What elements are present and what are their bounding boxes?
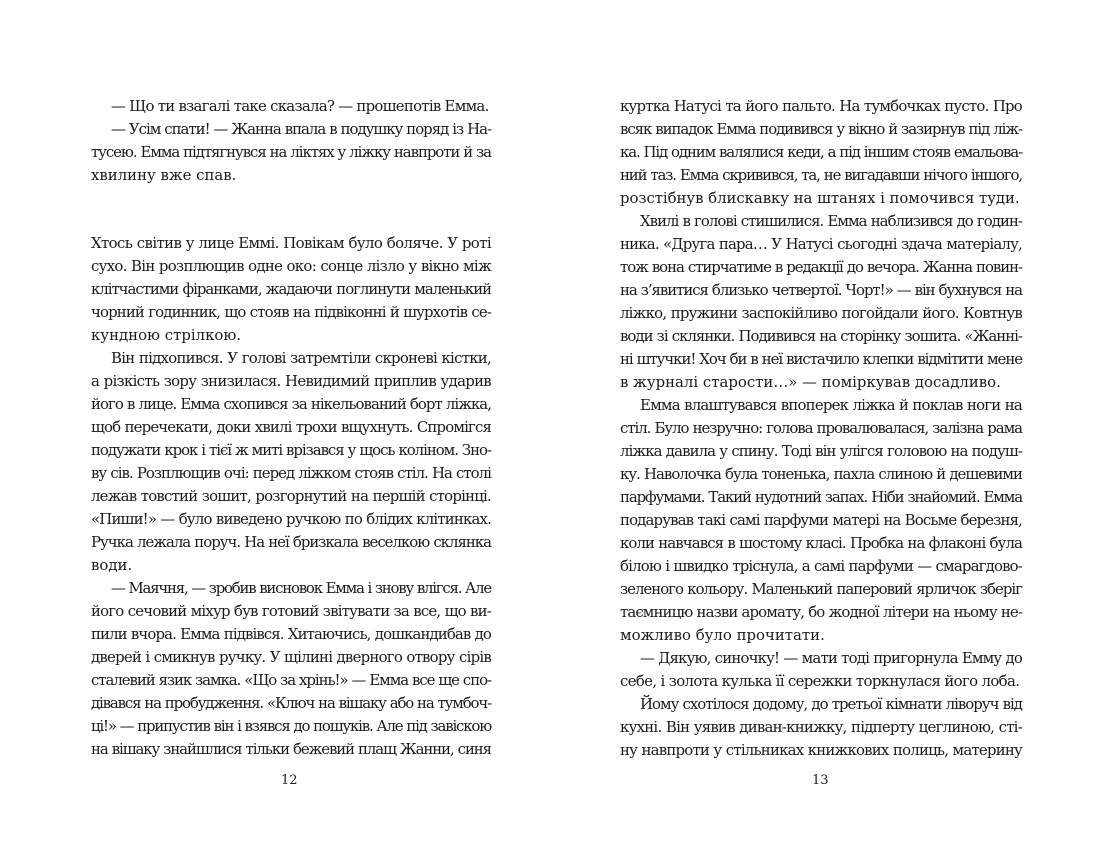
text-line: Емма влаштувався впоперек ліжка й поклав ноги на <box>640 396 1022 414</box>
text-line: кундною стрілкою. <box>91 326 242 344</box>
text-line: розстібнув блискавку на штанях і помочився туди. <box>620 189 1020 207</box>
text-line: куртка Натусі та його пальто. На тумбочках пусто. Про <box>620 97 1022 115</box>
text-line: пили вчора. Емма підвівся. Хитаючись, дошкандибав до <box>91 625 491 643</box>
text-line: чорний годинник, що стояв на підвіконні й шурхотів се- <box>91 303 491 321</box>
text-line: Хвилі в голові стишилися. Емма наблизився до годин- <box>640 212 1022 230</box>
text-line: ліжко, пружини заспокійливо погойдали його. Ковтнув <box>620 304 1022 322</box>
page-number-right: 13 <box>812 773 829 788</box>
text-line: Хтось світив у лице Еммі. Повікам було боляче. У роті <box>91 234 491 252</box>
text-line: зеленого кольору. Маленький паперовий ярличок зберіг <box>620 580 1022 598</box>
text-line: ці!» — припустив він і взявся до пошуків. Але під завіскою <box>91 717 491 735</box>
text-line: дівався на пробудження. «Ключ на вішаку або на тумбоч- <box>91 694 491 712</box>
text-line: на вішаку знайшлися тільки бежевий плащ Жанни, синя <box>91 740 491 758</box>
text-line: дверей і смикнув ручку. У щілині дверного отвору сірів <box>91 648 491 666</box>
text-line: подужати крок і тієї ж миті врізався у щось коліном. Зно- <box>91 441 491 459</box>
text-line: тож вона стирчатиме в редакції до вечора. Жанна повин- <box>620 258 1022 276</box>
text-line: його в лице. Емма схопився за нікельований борт ліжка, <box>91 395 491 413</box>
text-line: на з’явитися близько четвертої. Чорт!» — він бухнувся на <box>620 281 1022 299</box>
text-line: — Маячня, — зробив висновок Емма і знову влігся. Але <box>111 579 491 597</box>
text-line: води зі склянки. Подивився на сторінку зошита. «Жанні- <box>620 327 1022 345</box>
text-line: ку. Наволочка була тоненька, пахла слиною й дешевими <box>620 465 1022 483</box>
text-line: всяк випадок Емма подивився у вікно й зазирнув під ліж- <box>620 120 1022 138</box>
text-line: ву сів. Розплющив очі: перед ліжком стояв стіл. На столі <box>91 464 491 482</box>
text-line: Він підхопився. У голові затремтіли скроневі кістки, <box>111 349 491 367</box>
text-line: стіл. Було незручно: голова провалювалася, залізна рама <box>620 419 1022 437</box>
text-line: — Що ти взагалі таке сказала? — прошепотів Емма. <box>111 97 489 115</box>
text-line: «Пиши!» — було виведено ручкою по блідих клітинках. <box>91 510 491 528</box>
text-line: води. <box>91 556 133 574</box>
text-line: подарував такі самі парфуми матері на Восьме березня, <box>620 511 1022 529</box>
text-line: ника. «Друга пара… У Натусі сьогодні здача матеріалу, <box>620 235 1022 253</box>
text-line: — Усім спати! — Жанна впала в подушку поряд із На- <box>111 120 491 138</box>
text-line: сталевий язик замка. «Що за хрінь!» — Емма все ще спо- <box>91 671 491 689</box>
text-line: а різкість зору знизилася. Невидимий приплив ударив <box>91 372 491 390</box>
text-line: таємницю назви аромату, бо жодної літери на ньому не- <box>620 603 1022 621</box>
text-line: Ручка лежала поруч. На неї бризкала веселкою склянка <box>91 533 491 551</box>
text-line: ні штучки! Хоч би в неї вистачило клепки відмітити мене <box>620 350 1022 368</box>
text-line: можливо було прочитати. <box>620 626 825 644</box>
page-number-left: 12 <box>281 773 298 788</box>
text-line: лежав товстий зошит, розгорнутий на першій сторінці. <box>91 487 491 505</box>
text-line: тусею. Емма підтягнувся на ліктях у ліжку навпроти й за <box>91 143 491 161</box>
text-line: — Дякую, синочку! — мати тоді пригорнула Емму до <box>640 649 1022 667</box>
text-line: білою і швидко тріснула, а самі парфуми — смарагдово- <box>620 557 1022 575</box>
text-line: в журналі старости…» — поміркував досадливо. <box>620 373 1001 391</box>
text-line: коли навчався в шостому класі. Пробка на флаконі була <box>620 534 1022 552</box>
text-line: кухні. Він уявив диван-книжку, підперту цеглиною, сті- <box>620 718 1022 736</box>
text-line: сухо. Він розплющив одне око: сонце лізло у вікно між <box>91 257 491 275</box>
text-line: щоб перечекати, доки хвилі трохи вщухнуть. Спромігся <box>91 418 491 436</box>
text-line: Йому схотілося додому, до третьої кімнати ліворуч від <box>640 695 1022 713</box>
text-line: парфумами. Такий нудотний запах. Ніби знайомий. Емма <box>620 488 1022 506</box>
text-line: ліжка давила у спину. Тоді він улігся головою на подуш- <box>620 442 1022 460</box>
text-line: його сечовий міхур був готовий звітувати за все, що ви- <box>91 602 491 620</box>
text-line: хвилину вже спав. <box>91 166 237 184</box>
text-line: ка. Під одним валялися кеди, а під іншим стояв емальова- <box>620 143 1022 161</box>
text-line: ний таз. Емма скривився, та, не вигадавши нічого іншого, <box>620 166 1022 184</box>
text-line: себе, і золота кулька її сережки торкнулася його лоба. <box>620 672 1020 690</box>
text-line: ну навпроти у стільниках книжкових полиць, материну <box>620 741 1022 759</box>
text-line: клітчастими фіранками, жадаючи поглинути маленький <box>91 280 491 298</box>
